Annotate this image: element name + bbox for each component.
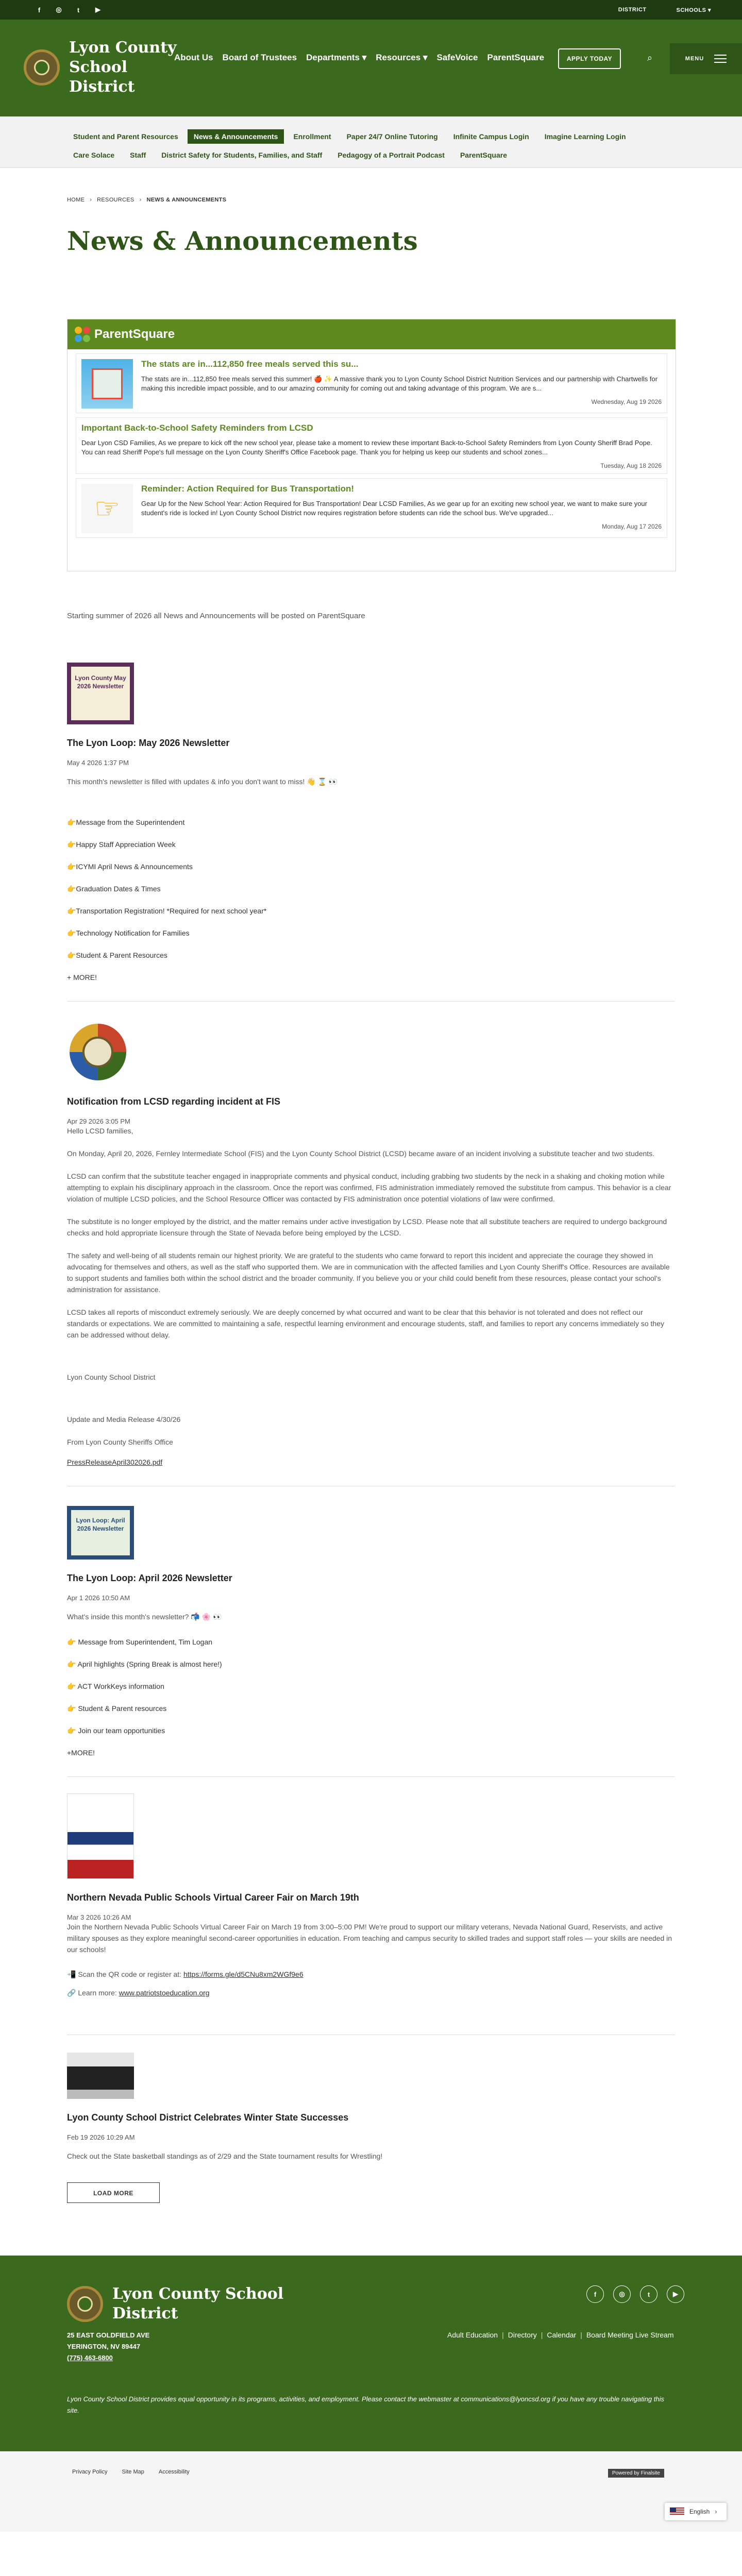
post-title[interactable]: The Lyon Loop: April 2026 Newsletter xyxy=(67,1573,232,1583)
post-list xyxy=(67,818,675,960)
post-date: Mar 3 2026 10:26 AM xyxy=(67,1913,131,1921)
footer-link-adult-education[interactable]: Adult Education xyxy=(447,2331,498,2339)
footer-site-name: Lyon County School District xyxy=(112,2285,284,2323)
press-release-pdf-link[interactable]: PressReleaseApril302026.pdf xyxy=(67,1458,163,1466)
youtube-icon[interactable]: ▶ xyxy=(95,6,100,13)
feed-item[interactable] xyxy=(76,353,667,413)
instagram-icon[interactable]: ◎ xyxy=(56,6,62,13)
footer-social-links xyxy=(586,2285,684,2303)
list-item: 👉 Student & Parent resources xyxy=(67,1704,167,1713)
post-date: Apr 29 2026 3:05 PM xyxy=(67,1117,130,1125)
post-greeting: Hello LCSD families, xyxy=(67,1127,133,1135)
post-more: +MORE! xyxy=(67,1749,95,1757)
district-seal-thumbnail[interactable] xyxy=(67,1021,129,1083)
feed-item[interactable] xyxy=(76,417,667,474)
footer-address: 25 EAST GOLDFIELD AVE YERINGTON, NV 89447 (775) 463-6800 xyxy=(67,2331,150,2362)
nav-departments[interactable]: Departments ▾ xyxy=(306,53,367,62)
qr-line: 📲 Scan the QR code or register at: https://forms.gle/d5CNu8xm2WGf9e6 xyxy=(67,1970,303,1978)
breadcrumb: HOME › RESOURCES › NEWS & ANNOUNCEMENTS xyxy=(67,197,227,203)
us-flag-icon xyxy=(670,2507,684,2516)
twitter-icon[interactable]: t xyxy=(77,6,80,14)
learn-more-line: 🔗 Learn more: www.patriotstoeducation.org xyxy=(67,1989,210,1997)
team-photo-thumbnail[interactable] xyxy=(67,2053,134,2099)
language-selector[interactable]: English › xyxy=(665,2503,727,2520)
load-more-button[interactable]: LOAD MORE xyxy=(67,2182,160,2203)
feed-item-text: Dear Lyon CSD Families, As we prepare to kick off the new school year, please take a moment to review these important Back-to-School Safety Reminders from Lyon County Sheriff Brad Pope. You can read Sheriff Pope's full message on the Lyon County Sheriff's Office Facebook page. Thank you for helping us keep our students and school zones... xyxy=(81,439,652,456)
list-item: 👉Graduation Dates & Times xyxy=(67,885,161,893)
powered-by-badge[interactable]: Powered by Finalsite xyxy=(608,2469,664,2478)
news-post xyxy=(67,1777,675,2035)
post-date: Apr 1 2026 10:50 AM xyxy=(67,1594,130,1602)
post-update: Update and Media Release 4/30/26 xyxy=(67,1415,181,1423)
twitter-icon[interactable]: t xyxy=(640,2285,657,2303)
post-intro: What's inside this month's newsletter? 📬 🌸 👀 xyxy=(67,1613,222,1621)
subnav-student-parent-resources[interactable]: Student and Parent Resources xyxy=(73,132,178,141)
section-subnav xyxy=(0,116,742,168)
subnav-district-safety[interactable]: District Safety for Students, Families, and Staff xyxy=(161,151,323,159)
subnav-imagine-learning[interactable]: Imagine Learning Login xyxy=(544,132,626,141)
post-title[interactable]: Northern Nevada Public Schools Virtual Career Fair on March 19th xyxy=(67,1892,359,1903)
news-post xyxy=(67,620,675,1002)
footer-phone-link[interactable]: (775) 463-6800 xyxy=(67,2354,113,2362)
post-paragraph: Join the Northern Nevada Public Schools Virtual Career Fair on March 19 from 3:00–5:00 PM! We're proud to support our military veterans, Nevada National Guard, Reservists, and active military spouses as they explore meaningful second-career opportunities in education. From teaching and campus security to skilled trades and support staff roles — your skills are needed in our schools! xyxy=(67,1923,672,1954)
instagram-icon[interactable]: ◎ xyxy=(613,2285,631,2303)
post-intro: This month's newsletter is filled with updates & info you don't want to miss! 👋 ⌛ 👀 xyxy=(67,777,338,786)
post-paragraph: LCSD takes all reports of misconduct extremely seriously. We are deeply concerned by what occurred and want to be clear that this behavior is not tolerated and does not reflect our standards or expectations. We are committed to maintaining a safe, respectful learning environment and encourage students, staff, and families to report any concerns immediately so they can be addressed without delay. xyxy=(67,1308,664,1339)
list-item: 👉Message from the Superintendent xyxy=(67,818,185,826)
pointing-hand-thumbnail: ☞ xyxy=(81,484,133,533)
feed-item-text: Gear Up for the New School Year: Action Required for Bus Transportation! Dear LCSD Families, As we gear up for an exciting new school year, we want to make sure your student's ride is locked in! Lyon County School District now requires registration before students can ride the school bus. We've upgraded... xyxy=(141,500,647,517)
post-date: Feb 19 2026 10:29 AM xyxy=(67,2133,135,2141)
apply-today-button[interactable]: APPLY TODAY xyxy=(558,48,621,69)
home-logo-link[interactable] xyxy=(24,38,177,97)
schools-dropdown[interactable]: SCHOOLS ▾ xyxy=(676,7,711,13)
list-item: 👉 Message from Superintendent, Tim Logan xyxy=(67,1638,213,1646)
parentsquare-logo-icon xyxy=(75,327,90,342)
news-post xyxy=(67,2035,675,2162)
parentsquare-feed xyxy=(67,319,676,571)
subnav-enrollment[interactable]: Enrollment xyxy=(293,132,331,141)
post-paragraph: The safety and well-being of all students remain our highest priority. We are grateful to the students who came forward to report this incident and appreciate the courage they showed in advocating for themselves and others, as well as the staff who supported them. We are in communication with the affected families and Lyon County Sheriff's Office. Resources are available to support students and families both within the school district and the broader community. If you believe you or your child could benefit from these resources, please contact your school's administration for assistance. xyxy=(67,1251,670,1294)
parentsquare-header: ParentSquare xyxy=(68,319,676,349)
list-item: 👉ICYMI April News & Announcements xyxy=(67,862,193,871)
footer-links: Adult Education | Directory | Calendar | Board Meeting Live Stream xyxy=(447,2331,674,2339)
post-date: May 4 2026 1:37 PM xyxy=(67,759,129,767)
post-more: + MORE! xyxy=(67,973,97,981)
subnav-paper-tutoring[interactable]: Paper 24/7 Online Tutoring xyxy=(346,132,438,141)
menu-button[interactable]: MENU xyxy=(670,43,742,74)
post-title[interactable]: Lyon County School District Celebrates Winter State Successes xyxy=(67,2112,349,2123)
footer-link-board-live-stream[interactable]: Board Meeting Live Stream xyxy=(586,2331,674,2339)
equal-opportunity-note: Lyon County School District provides equal opportunity in its programs, activities, and employment. Please contact the webmaster at communications@lyoncsd.org if you have any trouble navigating this site. xyxy=(67,2395,664,2414)
facebook-icon[interactable]: f xyxy=(586,2285,604,2303)
chevron-right-icon: › xyxy=(715,2508,717,2515)
post-title[interactable]: The Lyon Loop: May 2026 Newsletter xyxy=(67,738,230,748)
feed-item-date: Monday, Aug 17 2026 xyxy=(602,523,662,530)
career-fair-thumbnail[interactable] xyxy=(67,1793,134,1879)
post-thumbnail[interactable]: Lyon Loop: April 2026 Newsletter xyxy=(67,1506,134,1560)
post-paragraph: LCSD can confirm that the substitute teacher engaged in inappropriate comments and physical conduct, including grabbing two students by the neck in a shaking and choking motion while attempting to explain his disciplinary approach in the classroom. Once the report was confirmed, FIS administration immediately removed the substitute from campus. This behavior is a clear violation of multiple LCSD policies, and the School Resource Officer was contacted by FIS administration once potential violations of law were confirmed. xyxy=(67,1172,671,1203)
subnav-parentsquare[interactable]: ParentSquare xyxy=(460,151,508,159)
list-item: 👉Transportation Registration! *Required for next school year* xyxy=(67,907,267,915)
youtube-icon[interactable]: ▶ xyxy=(667,2285,684,2303)
list-item: 👉Happy Staff Appreciation Week xyxy=(67,840,176,849)
news-post xyxy=(67,1002,675,1486)
facebook-icon[interactable]: f xyxy=(38,6,41,14)
site-footer xyxy=(0,2256,742,2451)
subnav-care-solace[interactable]: Care Solace xyxy=(73,151,115,159)
list-item: 👉Student & Parent Resources xyxy=(67,951,167,959)
post-paragraph: Check out the State basketball standings as of 2/29 and the State tournament results for Wrestling! xyxy=(67,2152,383,2160)
feed-item-text: The stats are in...112,850 free meals served this summer! 🍎 ✨ A massive thank you to Lyon County School District Nutrition Services and our partnership with Chartwells for making this incredible impact possible, and to our amazing community for coming out and taking advantage of this program. We are s... xyxy=(141,375,658,392)
privacy-policy-link[interactable]: Privacy Policy xyxy=(72,2469,108,2475)
hamburger-icon xyxy=(714,55,727,63)
nav-board-of-trustees[interactable]: Board of Trustees xyxy=(222,53,297,62)
subnav-infinite-campus[interactable]: Infinite Campus Login xyxy=(453,132,529,141)
district-seal-icon xyxy=(67,2286,103,2322)
district-seal-icon xyxy=(24,49,60,86)
breadcrumb-home[interactable]: HOME xyxy=(67,197,85,203)
news-post xyxy=(67,1486,675,1777)
list-item: 👉 April highlights (Spring Break is almost here!) xyxy=(67,1660,222,1668)
main-content xyxy=(67,197,675,2203)
main-navigation xyxy=(174,53,544,63)
bottom-bar xyxy=(0,2451,742,2532)
list-item: 👉 ACT WorkKeys information xyxy=(67,1682,164,1690)
footer-logo-link[interactable] xyxy=(67,2284,283,2324)
post-thumbnail[interactable]: Lyon County May 2026 Newsletter xyxy=(67,663,134,724)
utility-bar xyxy=(0,0,742,20)
subnav-podcast[interactable]: Pedagogy of a Portrait Podcast xyxy=(338,151,445,159)
feed-item-date: Tuesday, Aug 18 2026 xyxy=(600,462,662,469)
learn-more-link[interactable]: www.patriotstoeducation.org xyxy=(119,1989,210,1997)
list-item: 👉Technology Notification for Families xyxy=(67,929,190,937)
post-signature: Lyon County School District xyxy=(67,1373,156,1381)
meals-thumbnail xyxy=(81,359,133,409)
post-paragraph: The substitute is no longer employed by the district, and the matter remains under active investigation by LCSD. Please note that all substitute teachers are required to undergo background checks and hold appropriate licensure through the State of Nevada before being employed by the LCSD. xyxy=(67,1217,667,1237)
nav-safevoice[interactable]: SafeVoice xyxy=(436,53,478,62)
accessibility-link[interactable]: Accessibility xyxy=(158,2469,190,2475)
subnav-news-announcements[interactable]: News & Announcements xyxy=(188,129,284,144)
site-map-link[interactable]: Site Map xyxy=(122,2469,144,2475)
footer-link-calendar[interactable]: Calendar xyxy=(547,2331,577,2339)
feed-item[interactable] xyxy=(76,478,667,538)
post-title[interactable]: Notification from LCSD regarding incident at FIS xyxy=(67,1096,281,1107)
feed-item-title[interactable]: The stats are in...112,850 free meals served this su... xyxy=(141,359,359,369)
breadcrumb-resources[interactable]: RESOURCES xyxy=(97,197,134,203)
parentsquare-notice: Starting summer of 2026 all News and Announcements will be posted on ParentSquare xyxy=(67,612,365,620)
registration-link[interactable]: https://forms.gle/d5CNu8xm2WGf9e6 xyxy=(183,1970,303,1978)
post-source: From Lyon County Sheriffs Office xyxy=(67,1438,173,1446)
nav-resources[interactable]: Resources ▾ xyxy=(376,53,428,62)
post-list xyxy=(67,1638,675,1735)
breadcrumb-current: NEWS & ANNOUNCEMENTS xyxy=(146,197,227,203)
subnav-staff[interactable]: Staff xyxy=(130,151,146,159)
feed-item-title[interactable]: Reminder: Action Required for Bus Transportation! xyxy=(141,484,355,494)
list-item: 👉 Join our team opportunities xyxy=(67,1726,165,1735)
nav-parentsquare[interactable]: ParentSquare xyxy=(487,53,545,62)
site-name: Lyon County School District xyxy=(69,39,177,96)
site-header xyxy=(0,20,742,116)
footer-link-directory[interactable]: Directory xyxy=(508,2331,537,2339)
district-link[interactable]: DISTRICT xyxy=(618,6,647,13)
search-icon[interactable]: ⌕ xyxy=(647,53,653,63)
social-links xyxy=(33,4,104,16)
feed-item-date: Wednesday, Aug 19 2026 xyxy=(591,398,662,405)
feed-item-title[interactable]: Important Back-to-School Safety Reminders from LCSD xyxy=(81,423,313,433)
page-title: News & Announcements xyxy=(67,226,418,256)
nav-about-us[interactable]: About Us xyxy=(174,53,213,62)
post-paragraph: On Monday, April 20, 2026, Fernley Intermediate School (FIS) and the Lyon County School District (LCSD) became aware of an incident involving a substitute teacher and two students. xyxy=(67,1149,655,1158)
